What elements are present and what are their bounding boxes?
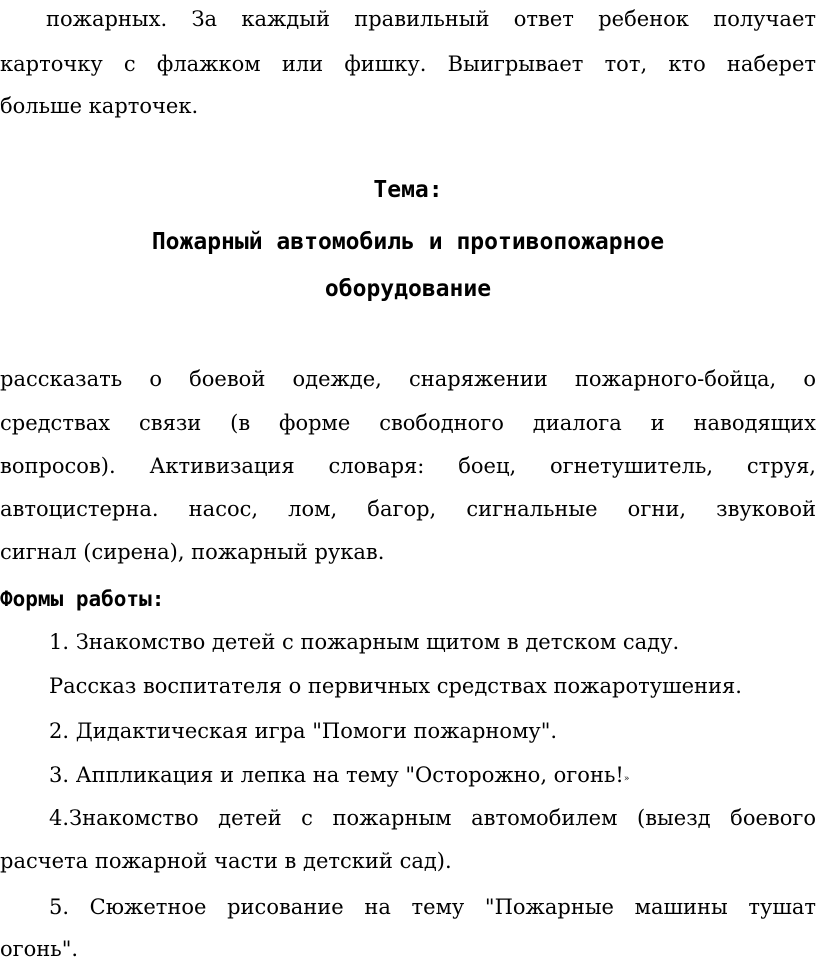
forms-item-4: 4.Знакомство детей с пожарным автомобилем (выезд боевого bbox=[49, 806, 816, 830]
forms-item-3-mark: » bbox=[623, 774, 630, 784]
intro-line-2: карточку с флажком или фишку. Выигрывает тот, кто наберет bbox=[0, 52, 816, 76]
forms-label: Формы работы: bbox=[0, 587, 165, 611]
topic-label: Тема: bbox=[373, 177, 443, 203]
forms-item-1: 1. Знакомство детей с пожарным щитом в детском саду. bbox=[49, 630, 680, 654]
tasks-line-3: средствах связи (в форме свободного диалога и наводящих bbox=[0, 411, 816, 435]
forms-item-1-continued: Рассказ воспитателя о первичных средствах пожаротушения. bbox=[49, 674, 742, 698]
tasks-line-6: сигнал (сирена), пожарный рукав. bbox=[0, 540, 385, 564]
forms-item-2: 2. Дидактическая игра "Помоги пожарному". bbox=[49, 719, 558, 743]
tasks-line-4: вопросов). Активизация словаря: боец, огнетушитель, струя, bbox=[0, 454, 816, 478]
forms-item-4-continued: расчета пожарной части в детский сад). bbox=[0, 849, 452, 873]
forms-item-3 bbox=[49, 760, 816, 790]
intro-line-1: пожарных. За каждый правильный ответ ребенок получает bbox=[46, 7, 816, 31]
tasks-line-2: рассказать о боевой одежде, снаряжении пожарного-бойца, о bbox=[0, 367, 816, 391]
topic-title-line-1: Пожарный автомобиль и противопожарное bbox=[151, 229, 665, 255]
tasks-line-5: автоцистерна. насос, лом, багор, сигнальные огни, звуковой bbox=[0, 497, 816, 521]
intro-line-3: больше карточек. bbox=[0, 94, 199, 118]
forms-item-5: 5. Сюжетное рисование на тему "Пожарные машины тушат bbox=[49, 895, 816, 919]
forms-item-3-text: 3. Аппликация и лепка на тему "Осторожно, огонь! bbox=[49, 763, 624, 787]
topic-title-line-2: оборудование bbox=[324, 276, 492, 302]
forms-item-5-continued: огонь". bbox=[0, 937, 79, 961]
